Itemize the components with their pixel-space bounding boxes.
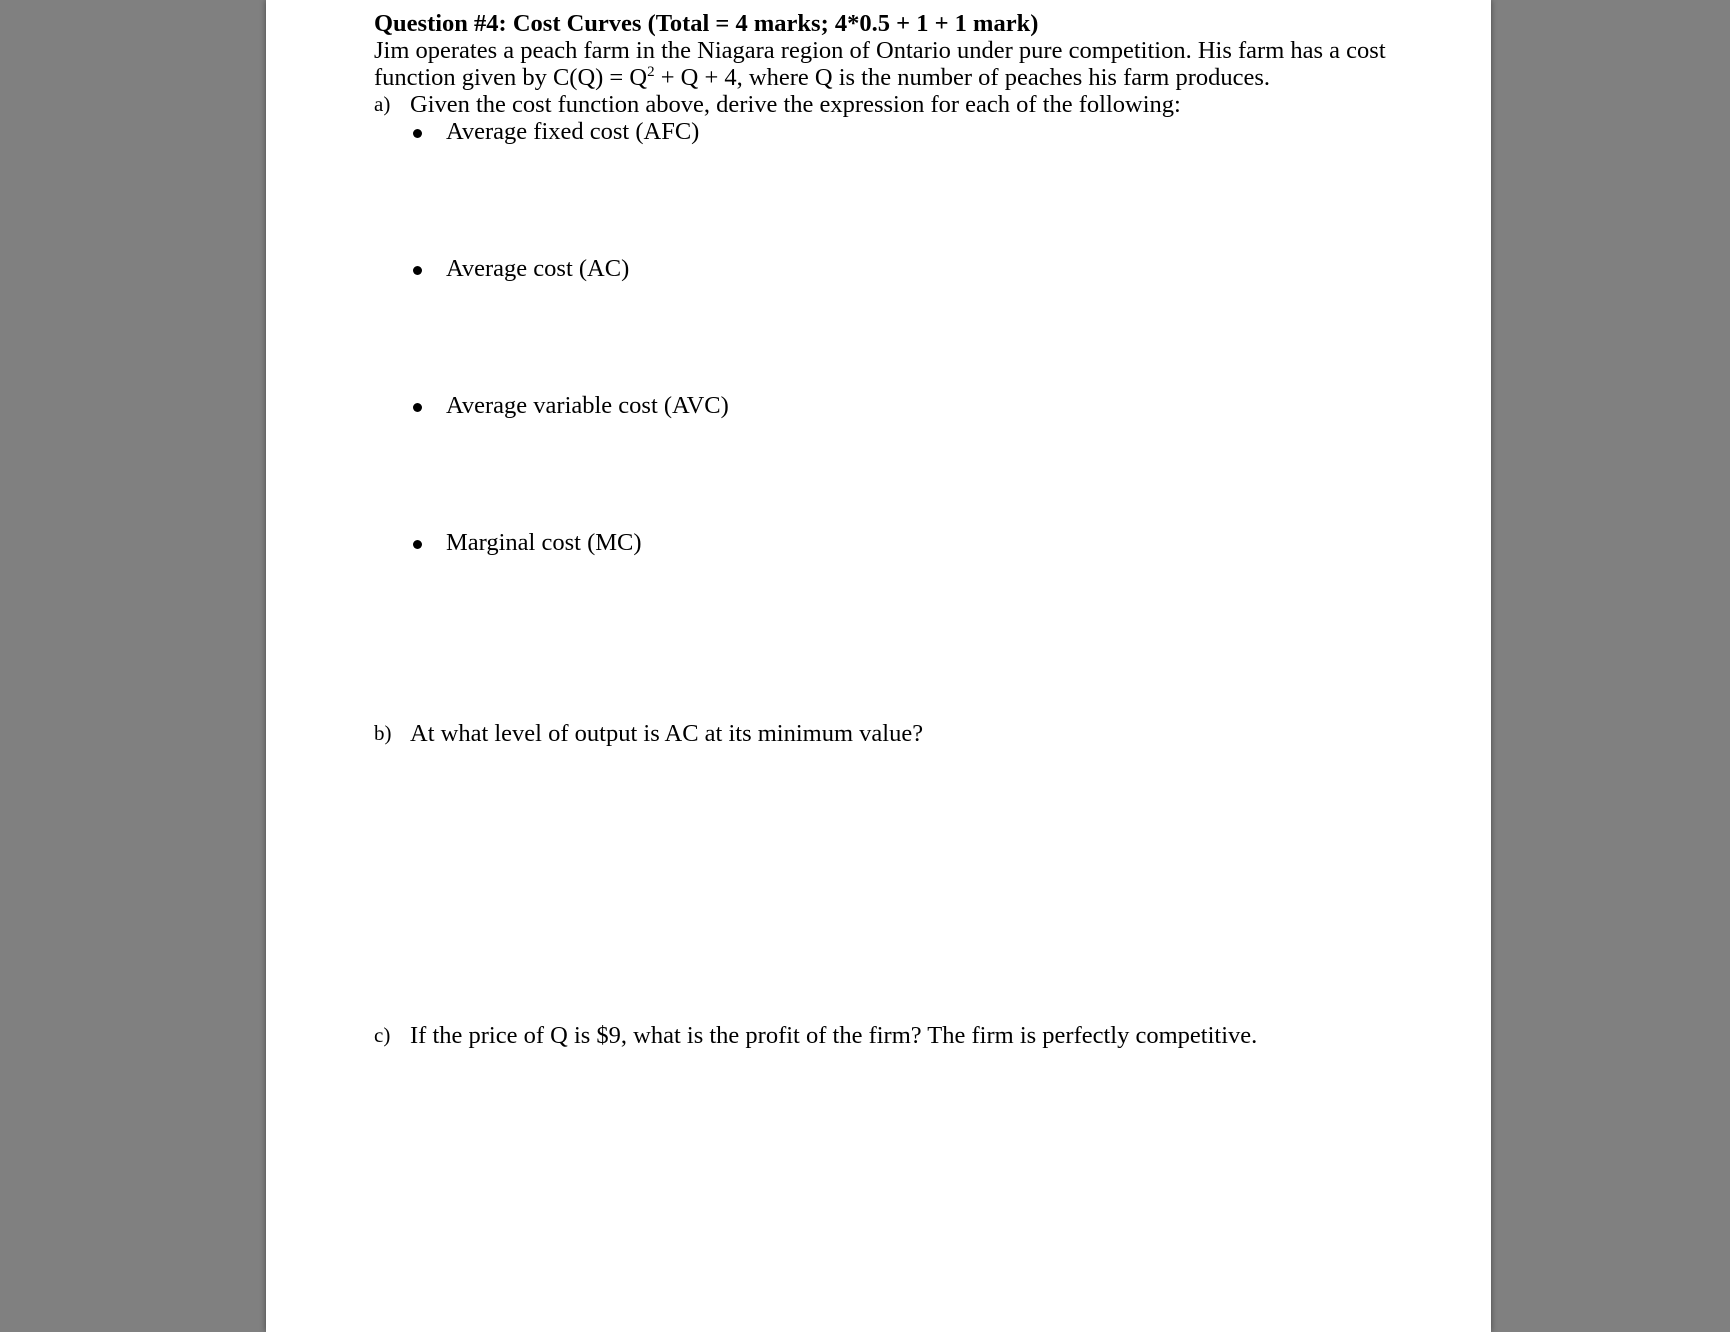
bullet-dot [413, 403, 422, 412]
bullet-ac [374, 255, 1434, 282]
document-page[interactable] [266, 0, 1491, 1332]
part-a-text: Given the cost function above, derive the expression for each of the following: [410, 91, 1181, 118]
part-a [374, 91, 1434, 118]
cost-function-suffix: + Q + 4, where Q is the number of peaches his farm produces. [654, 64, 1271, 91]
bullet-dot [413, 129, 422, 138]
cost-function-prefix: function given by C(Q) = Q [374, 64, 648, 91]
answer-space-afc [374, 145, 1434, 255]
question-title: Question #4: Cost Curves (Total = 4 marks; 4*0.5 + 1 + 1 mark) [374, 10, 1039, 37]
bullet-dot [413, 540, 422, 549]
question-content [374, 10, 1434, 1049]
bullet-avc-text: Average variable cost (AVC) [446, 392, 729, 419]
answer-space-ac [374, 282, 1434, 392]
question-intro-line-1: Jim operates a peach farm in the Niagara region of Ontario under pure competition. His farm has a cost [374, 37, 1386, 64]
part-b-text: At what level of output is AC at its minimum value? [410, 720, 924, 747]
bullet-mc-text: Marginal cost (MC) [446, 529, 642, 556]
bullet-ac-text: Average cost (AC) [446, 255, 630, 282]
exponent: 2 [647, 64, 655, 80]
part-c-text: If the price of Q is $9, what is the profit of the firm? The firm is perfectly competitive. [410, 1022, 1258, 1049]
answer-space-mc [374, 556, 1434, 720]
bullet-mc [374, 529, 1434, 556]
part-c-marker: c) [374, 1023, 391, 1047]
part-a-marker: a) [374, 92, 391, 116]
bullet-dot [413, 266, 422, 275]
bullet-afc [374, 118, 1434, 145]
answer-space-b [374, 747, 1434, 1022]
part-b [374, 720, 1434, 747]
bullet-avc [374, 392, 1434, 419]
question-intro-line-2 [374, 64, 1434, 91]
part-c [374, 1022, 1434, 1049]
part-b-marker: b) [374, 721, 392, 745]
answer-space-avc [374, 419, 1434, 529]
bullet-afc-text: Average fixed cost (AFC) [446, 118, 700, 145]
